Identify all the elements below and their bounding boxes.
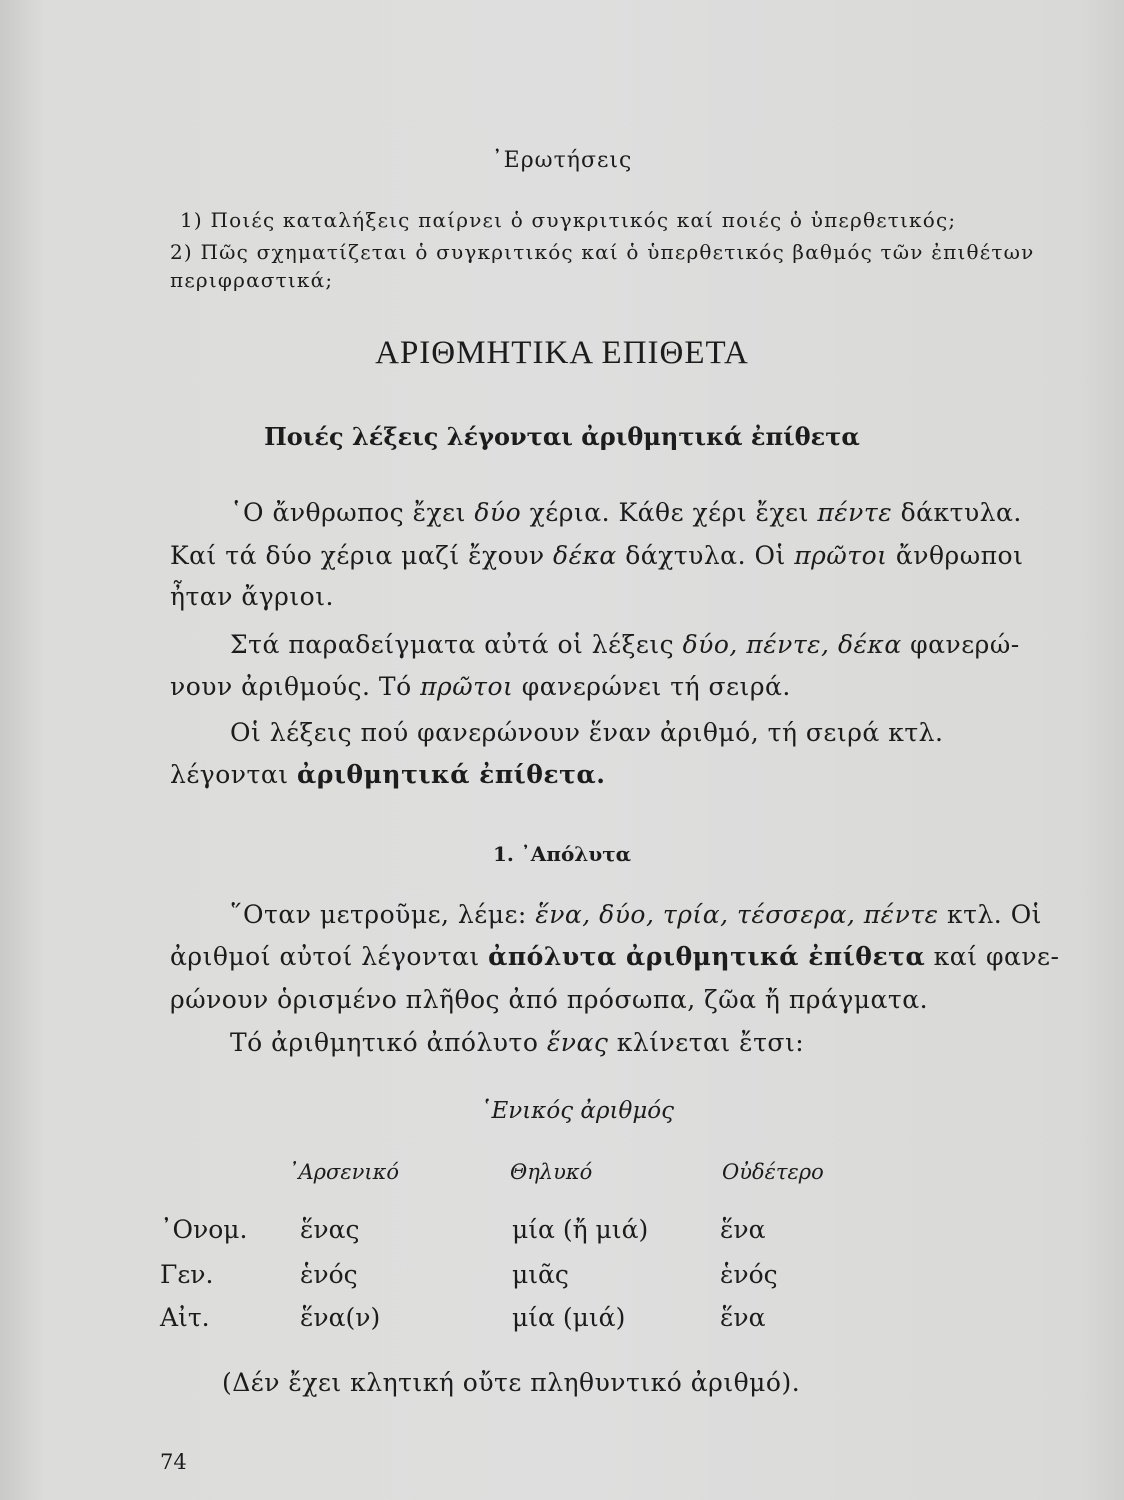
paragraph-2-line-2: νουν ἀριθμούς. Τό πρῶτοι φανερώνει τή σειρά. [170, 672, 791, 701]
row-accusative-fem: μία (μιά) [512, 1303, 626, 1332]
paragraph-1-line-3: ἦταν ἄγριοι. [170, 582, 334, 611]
paragraph-4-line-3: ρώνουν ὁρισμένο πλῆθος ἀπό πρόσωπα, ζῶα ἤ πράγματα. [170, 985, 929, 1014]
paragraph-1-line-2: Καί τά δύο χέρια μαζί ἔχουν δέκα δάχτυλα. Οἱ πρῶτοι ἄνθρωποι [170, 541, 1024, 570]
header-masculine: ᾿Αρσενικό [288, 1160, 400, 1184]
header-feminine: Θηλυκό [510, 1160, 593, 1184]
declension-title: ῾Ενικός ἀριθμός [480, 1098, 675, 1124]
section-title: 1. ᾿Απόλυτα [492, 842, 632, 866]
row-nominative-masc: ἕνας [300, 1215, 360, 1244]
paragraph-1-line-1: ῾Ο ἄνθρωπος ἔχει δύο χέρια. Κάθε χέρι ἔχει πέντε δάκτυλα. [230, 498, 1022, 527]
paragraph-4-line-1: ῞Οταν μετροῦμε, λέμε: ἕνα, δύο, τρία, τέσσερα, πέντε κτλ. Οἱ [230, 900, 1042, 929]
row-genitive-masc: ἑνός [300, 1260, 358, 1289]
paragraph-2-line-1: Στά παραδείγματα αὐτά οἱ λέξεις δύο, πέντε, δέκα φανερώ- [230, 630, 1020, 659]
paragraph-4-line-2: ἀριθμοί αὐτοί λέγονται ἀπόλυτα ἀριθμητικά ἐπίθετα καί φανε- [170, 942, 1060, 971]
row-genitive-neut: ἑνός [720, 1260, 778, 1289]
paragraph-3-line-2: λέγονται ἀριθμητικά ἐπίθετα. [170, 760, 606, 789]
question-2-line-1: 2) Πῶς σχηματίζεται ὁ συγκριτικός καί ὁ ὑπερθετικός βαθμός τῶν ἐπιθέτων [170, 240, 1035, 264]
row-nominative-fem: μία (ἤ μιά) [512, 1215, 649, 1244]
row-accusative-masc: ἕνα(ν) [300, 1303, 381, 1332]
row-nominative-neut: ἕνα [720, 1215, 766, 1244]
row-nominative-case: ᾿Ονομ. [160, 1215, 248, 1244]
row-accusative-case: Αἰτ. [160, 1303, 210, 1332]
question-1: 1) Ποιές καταλήξεις παίρνει ὁ συγκριτικός καί ποιές ὁ ὑπερθετικός; [180, 208, 957, 232]
row-genitive-case: Γεν. [160, 1260, 214, 1289]
question-2-line-2: περιφραστικά; [170, 268, 334, 292]
row-accusative-neut: ἕνα [720, 1303, 766, 1332]
header-neuter: Οὐδέτερο [722, 1160, 824, 1184]
paragraph-5: Τό ἀριθμητικό ἀπόλυτο ἕνας κλίνεται ἔτσι: [230, 1028, 805, 1057]
paragraph-3-line-1: Οἱ λέξεις πού φανερώνουν ἕναν ἀριθμό, τή σειρά κτλ. [230, 718, 944, 747]
chapter-title: ΑΡΙΘΜΗΤΙΚΑ ΕΠΙΘΕΤΑ [375, 335, 749, 371]
chapter-subtitle: Ποιές λέξεις λέγονται ἀριθμητικά ἐπίθετα [264, 422, 860, 451]
page-number: 74 [160, 1450, 187, 1474]
questions-title: ᾿Ερωτήσεις [491, 148, 633, 173]
row-genitive-fem: μιᾶς [512, 1260, 569, 1289]
declension-note: (Δέν ἔχει κλητική οὔτε πληθυντικό ἀριθμό). [222, 1368, 801, 1397]
